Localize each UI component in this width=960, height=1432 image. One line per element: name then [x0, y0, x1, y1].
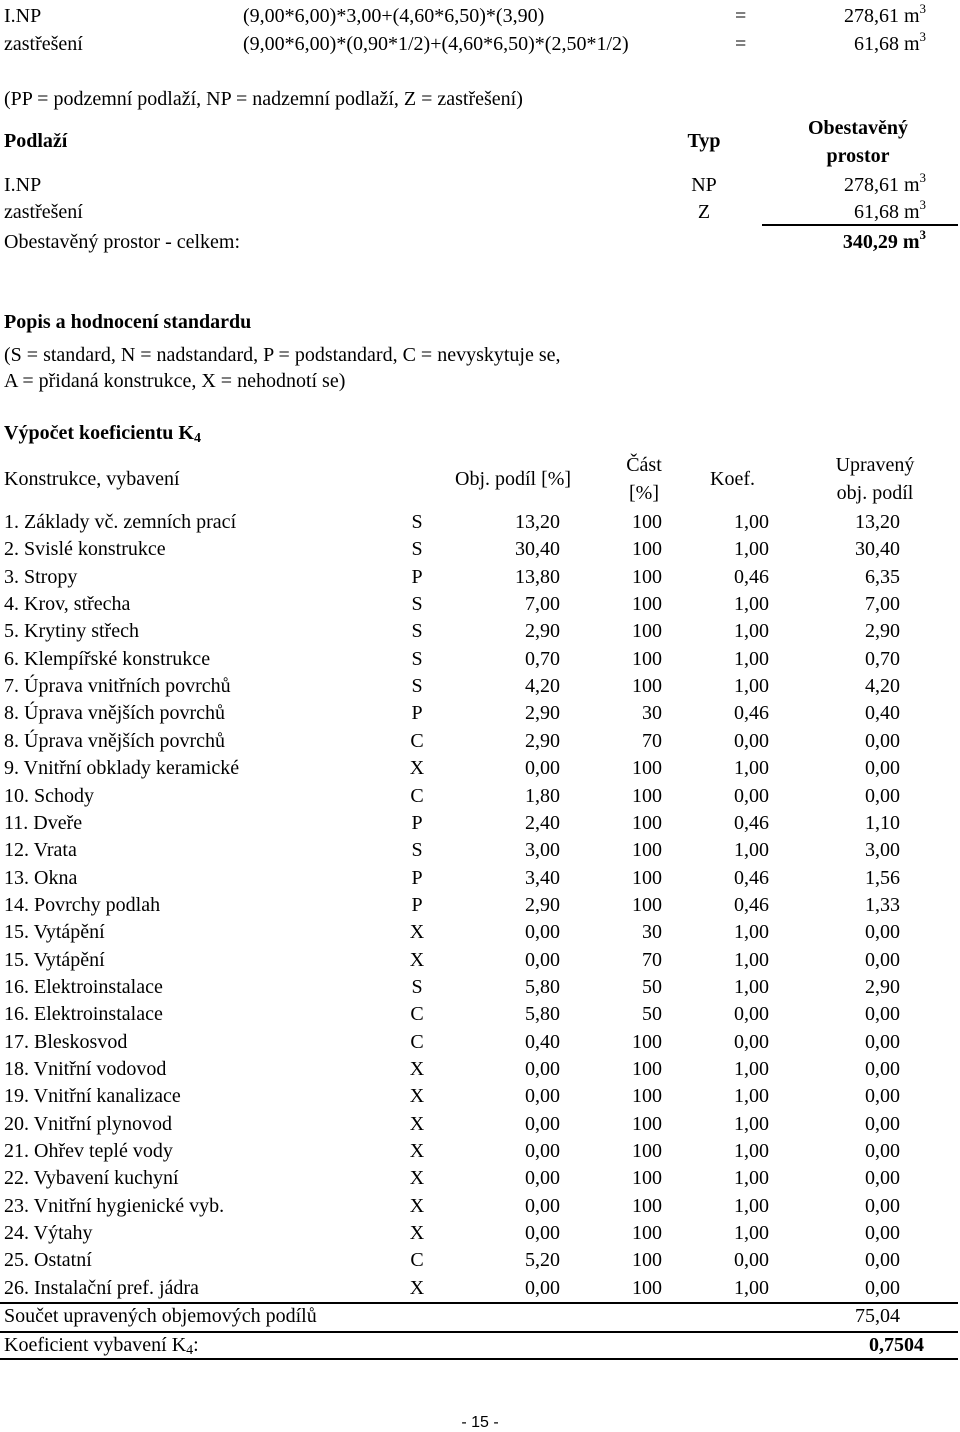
header-cast-2: [%] [629, 482, 659, 504]
row-upraveny-podil: 13,20 [855, 511, 900, 533]
row-cast: 100 [632, 1167, 662, 1190]
header-podlazi: Podlaží [4, 130, 68, 152]
row-name: 18. Vnitřní vodovod [4, 1058, 167, 1080]
table-row [0, 539, 960, 566]
row-name: 5. Krytiny střech [4, 620, 139, 643]
row-koef: 0,00 [734, 729, 769, 752]
summary-row-z-label: zastřešení [4, 201, 83, 223]
row-koef: 1,00 [734, 757, 769, 780]
row-standard: P [411, 811, 423, 834]
row-standard: C [410, 1030, 424, 1053]
row-cast: 100 [632, 1194, 662, 1217]
row-obj-podil: 30,40 [515, 538, 560, 561]
row-upraveny-podil: 0,00 [865, 948, 900, 971]
koef-value: 0,7504 [869, 1334, 924, 1356]
row-upraveny-podil: 2,90 [865, 975, 900, 998]
row-name: 23. Vnitřní hygienické vyb. [4, 1194, 225, 1217]
row-upraveny-podil: 1,33 [865, 893, 900, 916]
sum-top-divider [0, 1302, 958, 1304]
header-konstrukce: Konstrukce, vybavení [4, 468, 180, 490]
row-obj-podil: 3,00 [525, 839, 560, 862]
header-koef: Koef. [710, 468, 755, 490]
table-row [0, 1250, 960, 1277]
row-koef: 1,00 [734, 839, 769, 862]
calc-formula-z: (9,00*6,00)*(0,90*1/2)+(4,60*6,50)*(2,50*1/2) [243, 33, 629, 55]
row-upraveny-podil: 0,70 [865, 647, 900, 670]
row-upraveny-podil: 0,00 [865, 1194, 900, 1217]
row-koef: 0,00 [734, 784, 769, 807]
row-name: 4. Krov, střecha [4, 593, 131, 616]
summary-total-value: 340,29 $m^3$ [842, 227, 926, 253]
row-name: 25. Ostatní [4, 1249, 92, 1272]
row-standard: X [409, 1276, 425, 1299]
row-obj-podil: 1,80 [525, 784, 560, 807]
row-koef: 0,46 [734, 811, 769, 834]
row-obj-podil: 2,40 [525, 811, 560, 834]
row-cast: 100 [632, 1222, 662, 1245]
table-row [0, 977, 960, 1004]
row-koef: 1,00 [734, 1112, 769, 1135]
table-row [0, 1114, 960, 1141]
row-obj-podil: 5,80 [525, 975, 560, 998]
row-obj-podil: 5,20 [525, 1249, 560, 1272]
table-row [0, 895, 960, 922]
row-name: 1. Základy vč. zemních prací [4, 511, 237, 533]
row-obj-podil: 0,00 [525, 1276, 560, 1299]
row-cast: 100 [632, 1085, 662, 1108]
row-koef: 0,46 [734, 866, 769, 889]
row-standard: S [411, 975, 423, 998]
row-upraveny-podil: 1,56 [865, 866, 900, 889]
row-standard: X [409, 1140, 425, 1163]
row-koef: 1,00 [734, 948, 769, 971]
row-obj-podil: 0,00 [525, 1058, 560, 1080]
row-koef: 1,00 [734, 593, 769, 616]
row-name: 10. Schody [4, 784, 94, 807]
row-cast: 100 [632, 511, 662, 533]
row-standard: S [411, 647, 423, 670]
table-row [0, 786, 960, 813]
table-row [0, 1141, 960, 1168]
row-obj-podil: 2,90 [525, 702, 560, 725]
row-koef: 1,00 [734, 921, 769, 944]
calc-eq-z: = [735, 33, 747, 55]
row-koef: 1,00 [734, 1140, 769, 1163]
summary-total-label: Obestavěný prostor - celkem: [4, 231, 241, 253]
header-upraveny-2: obj. podíl [836, 482, 914, 504]
row-cast: 30 [642, 702, 662, 725]
row-koef: 1,00 [734, 1194, 769, 1217]
row-koef: 0,00 [734, 1030, 769, 1053]
row-cast: 100 [632, 1249, 662, 1272]
row-upraveny-podil: 0,00 [865, 1276, 900, 1299]
standard-title: Popis a hodnocení standardu [4, 311, 252, 333]
row-name: 16. Elektroinstalace [4, 975, 163, 998]
row-name: 9. Vnitřní obklady keramické [4, 757, 240, 780]
row-koef: 1,00 [734, 1222, 769, 1245]
row-obj-podil: 7,00 [525, 593, 560, 616]
row-upraveny-podil: 0,00 [865, 1003, 900, 1026]
row-name: 20. Vnitřní plynovod [4, 1112, 172, 1135]
table-row [0, 1032, 960, 1059]
header-obj-podil: Obj. podíl [%] [455, 468, 572, 490]
row-upraveny-podil: 0,00 [865, 921, 900, 944]
row-obj-podil: 0,00 [525, 1085, 560, 1108]
table-row [0, 922, 960, 949]
standard-desc-line1: (S = standard, N = nadstandard, P = podstandard, C = nevyskytuje se, [4, 344, 561, 366]
summary-row-z-typ: Z [697, 201, 711, 223]
page-number: - 15 - [461, 1414, 499, 1431]
row-upraveny-podil: 0,00 [865, 1058, 900, 1080]
row-upraveny-podil: 0,00 [865, 1249, 900, 1272]
table-row [0, 758, 960, 785]
row-cast: 100 [632, 893, 662, 916]
row-obj-podil: 0,00 [525, 1194, 560, 1217]
row-cast: 100 [632, 1112, 662, 1135]
row-standard: S [411, 675, 423, 698]
row-cast: 100 [632, 1276, 662, 1299]
row-cast: 100 [632, 565, 662, 588]
row-upraveny-podil: 0,00 [865, 729, 900, 752]
row-name: 8. Úprava vnějších povrchů [4, 729, 226, 752]
row-koef: 1,00 [734, 511, 769, 533]
row-name: 15. Vytápění [4, 948, 105, 971]
table-row [0, 1086, 960, 1113]
row-name: 3. Stropy [4, 565, 78, 588]
row-standard: S [411, 538, 423, 561]
row-upraveny-podil: 3,00 [865, 839, 900, 862]
sum-label: Součet upravených objemových podílů [4, 1305, 317, 1327]
row-obj-podil: 0,00 [525, 1222, 560, 1245]
summary-row-np-value: 278,61 $m^3$ [843, 170, 926, 196]
row-standard: P [411, 702, 423, 725]
row-name: 13. Okna [4, 866, 78, 889]
row-standard: X [409, 1058, 425, 1080]
calc-value-np: 278,61 $m^3$ [843, 1, 926, 27]
calc-eq-np: = [735, 5, 747, 27]
row-koef: 0,00 [734, 1249, 769, 1272]
row-upraveny-podil: 0,40 [865, 702, 900, 725]
table-row [0, 868, 960, 895]
header-prostor-2: prostor [826, 145, 890, 167]
row-standard: C [410, 1249, 424, 1272]
row-upraveny-podil: 7,00 [865, 593, 900, 616]
header-typ: Typ [687, 130, 721, 152]
row-koef: 0,46 [734, 893, 769, 916]
calc-label-z: zastřešení [4, 33, 83, 55]
summary-row-z-value: 61,68 $m^3$ [853, 197, 926, 223]
table-row [0, 649, 960, 676]
row-standard: C [410, 729, 424, 752]
row-koef: 1,00 [734, 1085, 769, 1108]
row-name: 17. Bleskosvod [4, 1030, 128, 1053]
calc-formula-np: (9,00*6,00)*3,00+(4,60*6,50)*(3,90) [243, 5, 545, 27]
row-cast: 100 [632, 593, 662, 616]
row-upraveny-podil: 0,00 [865, 1167, 900, 1190]
row-cast: 100 [632, 538, 662, 561]
row-name: 21. Ohřev teplé vody [4, 1140, 173, 1163]
standard-desc-line2: A = přidaná konstrukce, X = nehodnotí se) [4, 370, 346, 392]
summary-row-np-label: I.NP [4, 174, 42, 196]
calc-label-np: I.NP [4, 5, 42, 27]
table-row [0, 676, 960, 703]
row-obj-podil: 13,80 [515, 565, 560, 588]
row-name: 24. Výtahy [4, 1222, 93, 1245]
row-standard: X [409, 1167, 425, 1190]
row-obj-podil: 0,00 [525, 757, 560, 780]
row-name: 16. Elektroinstalace [4, 1003, 163, 1026]
table-row [0, 567, 960, 594]
row-koef: 1,00 [734, 975, 769, 998]
k4-title: Výpočet koeficientu $K_4$ [4, 422, 201, 446]
row-upraveny-podil: 0,00 [865, 757, 900, 780]
row-obj-podil: 0,00 [525, 1140, 560, 1163]
row-name: 15. Vytápění [4, 921, 105, 944]
row-upraveny-podil: 0,00 [865, 1030, 900, 1053]
row-standard: X [409, 1085, 425, 1108]
row-name: 19. Vnitřní kanalizace [4, 1085, 181, 1108]
row-cast: 100 [632, 1140, 662, 1163]
koef-label: Koeficient vybavení $K_4$: [4, 1334, 199, 1358]
row-koef: 1,00 [734, 538, 769, 561]
row-obj-podil: 0,00 [525, 1167, 560, 1190]
row-standard: P [411, 565, 423, 588]
row-upraveny-podil: 4,20 [865, 675, 900, 698]
row-upraveny-podil: 0,00 [865, 1085, 900, 1108]
row-upraveny-podil: 0,00 [865, 1112, 900, 1135]
row-cast: 100 [632, 675, 662, 698]
row-koef: 1,00 [734, 1167, 769, 1190]
table-row [0, 594, 960, 621]
row-obj-podil: 2,90 [525, 620, 560, 643]
row-standard: S [411, 511, 423, 533]
table-row [0, 703, 960, 730]
row-name: 6. Klempířské konstrukce [4, 647, 211, 670]
table-row [0, 1168, 960, 1195]
row-obj-podil: 5,80 [525, 1003, 560, 1026]
row-koef: 1,00 [734, 1276, 769, 1299]
row-obj-podil: 2,90 [525, 893, 560, 916]
row-upraveny-podil: 0,00 [865, 1140, 900, 1163]
row-cast: 100 [632, 1058, 662, 1080]
row-cast: 30 [642, 921, 662, 944]
row-koef: 1,00 [734, 620, 769, 643]
row-upraveny-podil: 2,90 [865, 620, 900, 643]
row-cast: 100 [632, 811, 662, 834]
table-row [0, 621, 960, 648]
row-name: 14. Povrchy podlah [4, 893, 161, 916]
row-koef: 1,00 [734, 675, 769, 698]
row-name: 8. Úprava vnějších povrchů [4, 702, 226, 725]
table-row [0, 512, 960, 539]
row-standard: X [409, 1222, 425, 1245]
row-standard: X [409, 948, 425, 971]
row-upraveny-podil: 0,00 [865, 1222, 900, 1245]
row-upraveny-podil: 30,40 [855, 538, 900, 561]
table-row [0, 1004, 960, 1031]
row-standard: X [409, 757, 425, 780]
row-upraveny-podil: 6,35 [865, 565, 900, 588]
row-standard: S [411, 620, 423, 643]
table-row [0, 840, 960, 867]
row-cast: 100 [632, 620, 662, 643]
row-standard: X [409, 1112, 425, 1135]
legend-floors: (PP = podzemní podlaží, NP = nadzemní podlaží, Z = zastřešení) [4, 88, 523, 110]
header-prostor-1: Obestavěný [808, 117, 908, 139]
sum-value: 75,04 [855, 1305, 900, 1327]
row-standard: X [409, 921, 425, 944]
row-standard: S [411, 839, 423, 862]
table-row [0, 1059, 960, 1086]
table-row [0, 950, 960, 977]
row-cast: 50 [642, 975, 662, 998]
table-row [0, 813, 960, 840]
row-obj-podil: 0,00 [525, 948, 560, 971]
row-cast: 50 [642, 1003, 662, 1026]
row-cast: 100 [632, 1030, 662, 1053]
row-name: 11. Dveře [4, 811, 83, 834]
table-row [0, 1196, 960, 1223]
row-cast: 70 [642, 948, 662, 971]
row-cast: 100 [632, 839, 662, 862]
row-cast: 100 [632, 866, 662, 889]
calc-value-z: 61,68 $m^3$ [853, 29, 926, 55]
row-obj-podil: 3,40 [525, 866, 560, 889]
table-row [0, 1278, 960, 1305]
row-obj-podil: 2,90 [525, 729, 560, 752]
row-standard: C [410, 1003, 424, 1026]
row-standard: C [410, 784, 424, 807]
table-row [0, 731, 960, 758]
header-cast-1: Část [626, 454, 662, 476]
row-name: 26. Instalační pref. jádra [4, 1276, 199, 1299]
summary-total-divider [762, 224, 958, 226]
row-obj-podil: 0,70 [525, 647, 560, 670]
row-standard: X [409, 1194, 425, 1217]
row-koef: 1,00 [734, 1058, 769, 1080]
row-cast: 100 [632, 757, 662, 780]
row-koef: 0,00 [734, 1003, 769, 1026]
row-koef: 0,46 [734, 702, 769, 725]
row-obj-podil: 0,40 [525, 1030, 560, 1053]
row-cast: 100 [632, 784, 662, 807]
row-koef: 1,00 [734, 647, 769, 670]
row-standard: P [411, 866, 423, 889]
summary-row-np-typ: NP [691, 174, 717, 196]
sum-bottom-divider [0, 1358, 958, 1360]
row-name: 22. Vybavení kuchyní [4, 1167, 179, 1190]
table-row [0, 1223, 960, 1250]
sum-mid-divider [0, 1331, 958, 1333]
row-name: 7. Úprava vnitřních povrchů [4, 675, 231, 698]
header-upraveny-1: Upravený [835, 454, 915, 476]
row-upraveny-podil: 0,00 [865, 784, 900, 807]
row-obj-podil: 0,00 [525, 921, 560, 944]
row-name: 2. Svislé konstrukce [4, 538, 166, 561]
row-obj-podil: 13,20 [515, 511, 560, 533]
row-cast: 100 [632, 647, 662, 670]
row-upraveny-podil: 1,10 [865, 811, 900, 834]
row-standard: S [411, 593, 423, 616]
row-standard: P [411, 893, 423, 916]
row-koef: 0,46 [734, 565, 769, 588]
row-obj-podil: 4,20 [525, 675, 560, 698]
row-name: 12. Vrata [4, 839, 77, 862]
row-obj-podil: 0,00 [525, 1112, 560, 1135]
row-cast: 70 [642, 729, 662, 752]
